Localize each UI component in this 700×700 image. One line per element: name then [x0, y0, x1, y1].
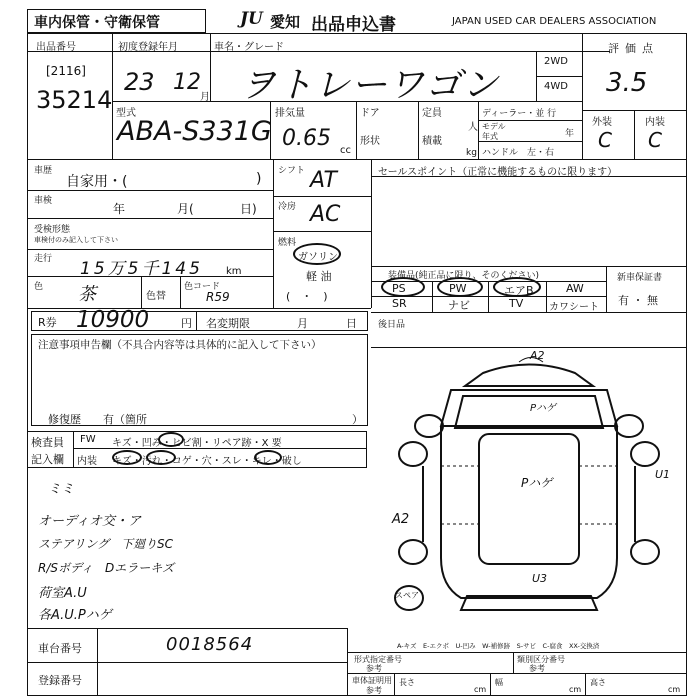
divider [27, 467, 367, 468]
divider [27, 431, 367, 432]
first-reg-year: 23 [124, 68, 155, 96]
width-cm: cm [569, 685, 582, 694]
shift-value: AT [310, 168, 337, 193]
divider [546, 281, 547, 312]
equip-tv: TV [509, 297, 524, 310]
divider [273, 231, 371, 232]
divider [582, 33, 583, 159]
color-value: 茶 [78, 284, 96, 305]
divider [27, 662, 347, 663]
handwritten-note-2: オーディオ交・ア [38, 514, 141, 529]
divider [634, 110, 635, 159]
windshield [455, 396, 603, 428]
divider [606, 266, 607, 312]
divider [371, 266, 687, 267]
color-swap-label: 色替 [146, 291, 166, 302]
color-code-value: R59 [206, 290, 230, 304]
divider [112, 101, 582, 102]
divider [27, 249, 273, 250]
divider [27, 218, 273, 219]
roof-outline [465, 365, 593, 387]
name-change-month: 月 [297, 317, 308, 330]
height-label: 高さ [590, 678, 606, 687]
displacement-value: 0.65 [282, 126, 331, 151]
divider [347, 628, 348, 696]
lot-number: [2116] [46, 64, 86, 78]
left-front-wheel [399, 442, 427, 466]
shape-number-label: 形式指定番号 [354, 655, 402, 664]
int-value: C [648, 128, 662, 152]
door-label: ドア [360, 108, 380, 119]
post-reg-label: 後日品 [378, 320, 406, 330]
color-code-label: 色コード [184, 282, 221, 292]
chassis-label: 車台番号 [38, 642, 82, 655]
equip-airbag: エアB [504, 284, 534, 297]
divider [478, 101, 479, 159]
equip-aw: AW [566, 282, 584, 295]
diagram-u3: U3 [532, 572, 548, 585]
divider [73, 431, 74, 467]
divider [371, 176, 687, 177]
first-reg-label: 初度登録年月 [118, 42, 178, 53]
handwritten-note-6: 各A.U.Pハゲ [38, 608, 112, 623]
ref-2: 参考 [529, 664, 545, 673]
fuel-label: 燃料 [278, 238, 297, 248]
divider [356, 101, 357, 159]
shape-label: 形状 [360, 136, 380, 147]
inspector-mark-1 [158, 432, 184, 447]
divider [27, 51, 610, 52]
left-rear-wheel [399, 540, 427, 564]
notes-header: 注意事項申告欄（不具合内容等は具体的に記入して下さい） [38, 339, 322, 351]
chassis-number: 0018564 [166, 634, 254, 655]
model-year-label-1: モデル [482, 122, 506, 131]
divider [366, 431, 367, 467]
divider [371, 312, 687, 313]
association-name: JAPAN USED CAR DEALERS ASSOCIATION [452, 16, 657, 27]
load-label: 積載 [422, 136, 442, 147]
inspector-label-2: 記入欄 [31, 453, 64, 466]
handwritten-note-4: R/Sボディ Dエラーキズ [38, 561, 175, 575]
warranty-value: 有 ・ 無 [618, 294, 658, 307]
equip-ps: PS [392, 282, 406, 295]
shift-label: シフト [278, 166, 306, 176]
repair-label: 修復歴 有（箇所 [48, 413, 147, 426]
divider [27, 628, 347, 629]
reg-number-label: 登録番号 [38, 674, 82, 687]
inspector-mark-3 [146, 450, 176, 465]
divider [273, 159, 274, 308]
equip-ps-circle [381, 277, 425, 297]
fuel-diesel: 軽 油 [306, 270, 332, 283]
ref-1: 参考 [366, 664, 382, 673]
history-close-paren: ) [256, 171, 262, 187]
aichi-label: 愛知 [270, 13, 301, 31]
diagram-spare: スペア [395, 591, 419, 600]
equip-seat: カワシート [549, 302, 599, 313]
divider [27, 276, 273, 277]
divider [141, 276, 142, 308]
cabin [479, 434, 579, 564]
form-title: 出品申込書 [311, 15, 396, 35]
body-outline [441, 426, 617, 598]
handwritten-note-5: 荷室A.U [38, 586, 87, 601]
divider [513, 652, 514, 673]
form-note: 車検付のみ記入して下さい [34, 236, 118, 244]
equip-sr: SR [392, 297, 407, 310]
divider [347, 673, 687, 674]
r-ticket-label: R券 [38, 316, 57, 329]
form-label: 受検形態 [34, 225, 71, 235]
handwritten-note-3: ステアリング 下廻りSC [38, 537, 174, 551]
equipment-label: 装備品(純正品に限り、そのください) [388, 271, 540, 281]
inspection-day: 日) [240, 202, 257, 216]
diagram-pu2: Pハゲ [521, 476, 553, 490]
storage-label: 車内保管・守衛保管 [34, 15, 160, 31]
ref-3: 参考 [366, 686, 382, 695]
ac-value: AC [310, 202, 341, 227]
warranty-label: 新車保証書 [617, 273, 663, 283]
divider [490, 673, 491, 696]
divider [273, 196, 371, 197]
right-front-wheel [631, 442, 659, 466]
model-label: 型式 [116, 108, 136, 119]
divider [210, 33, 211, 101]
int-label: 内装 [645, 117, 665, 128]
divider [347, 652, 687, 653]
listing-number: 35214 [36, 86, 113, 114]
model-year-label-2: 年式 [482, 132, 498, 141]
score-value: 3.5 [606, 68, 648, 98]
class-number-label: 類別区分番号 [517, 655, 565, 664]
diagram-pu1: Pハゲ [530, 403, 557, 414]
first-reg-month: 12 [173, 70, 201, 95]
displacement-label: 排気量 [275, 108, 305, 119]
divider [270, 101, 271, 159]
equip-pw-circle [437, 277, 483, 297]
fuel-gas: ガソリン [298, 252, 338, 263]
kg-unit: kg [466, 148, 477, 158]
person-unit: 人 [468, 122, 478, 133]
length-cm: cm [474, 685, 487, 694]
handle-label: ハンドル 左・右 [482, 148, 555, 158]
cc-unit: cc [340, 145, 351, 156]
ext-value: C [598, 128, 612, 152]
mileage-value: 15万5千145 [80, 259, 203, 279]
color-label: 色 [34, 282, 44, 292]
dealer-label: ディーラー・並 行 [482, 109, 557, 119]
inspection-year: 年 [113, 202, 126, 216]
price-amount: 10900 [76, 307, 150, 333]
model-value: ABA-S331G [117, 116, 272, 147]
right-rear-wheel [631, 540, 659, 564]
equip-pw: PW [449, 282, 467, 295]
ext-label: 外装 [592, 117, 612, 128]
divider [196, 311, 197, 331]
left-front-mirror [415, 415, 443, 437]
ju-logo: JU [240, 9, 263, 29]
divider [418, 101, 419, 159]
diagram-a2-top: A2 [530, 349, 545, 362]
equip-airbag-circle [493, 277, 541, 297]
month-unit: 月 [200, 92, 210, 103]
repair-close: ） [352, 413, 363, 426]
name-change-label: 名変期限 [206, 317, 250, 330]
ac-label: 冷房 [278, 202, 297, 212]
inspector-interior: 内装 [77, 456, 97, 467]
divider [27, 190, 273, 191]
inspector-mark-2 [112, 450, 142, 465]
inspector-row-2: キズ・汚れ・コゲ・穴・スレ・キレ・破し [112, 456, 302, 467]
year-unit: 年 [565, 129, 575, 139]
width-label: 幅 [495, 678, 503, 687]
right-front-mirror [615, 415, 643, 437]
divider [488, 281, 489, 312]
name-change-day: 日 [346, 317, 357, 330]
yen-unit: 円 [181, 317, 192, 330]
inspector-label-1: 検査員 [31, 436, 64, 449]
divider [432, 281, 433, 312]
equip-navi: ナビ [448, 299, 470, 312]
car-name-label: 車名・グレード [214, 42, 284, 53]
drive-2wd: 2WD [544, 56, 568, 67]
inspection-month: 月( [177, 202, 194, 216]
divider [394, 673, 395, 696]
diagram-a2-left: A2 [392, 512, 410, 527]
divider [27, 159, 687, 160]
inspector-fw: FW [80, 434, 96, 445]
drive-4wd: 4WD [544, 81, 568, 92]
height-cm: cm [668, 685, 681, 694]
sales-point-label: セールスポイント（正常に機能するものに限ります） [378, 167, 618, 178]
capacity-label: 定員 [422, 108, 442, 119]
length-label: 長さ [399, 678, 415, 687]
divider [536, 76, 582, 77]
fuel-other: ( ・ ) [286, 290, 328, 303]
diagram-u1: U1 [655, 468, 671, 481]
km-unit: km [226, 266, 242, 277]
divider [585, 673, 586, 696]
score-label: 評価点 [608, 42, 659, 55]
listing-number-label: 出品番号 [36, 42, 76, 53]
mileage-label: 走行 [34, 254, 53, 264]
cert-label: 車体証明用 [352, 676, 392, 685]
divider [371, 159, 372, 308]
inspector-row-1: キズ・凹み・ヒビ割・リペア跡・X 要 [112, 438, 282, 449]
car-name: ヲトレーワゴン [240, 65, 500, 106]
inspector-mark-4 [254, 450, 282, 465]
history-label: 車歴 [34, 166, 53, 176]
divider [180, 276, 181, 308]
history-value: 自家用・( [66, 174, 128, 190]
divider [478, 141, 582, 142]
inspection-label: 車検 [34, 196, 53, 206]
handwritten-note-1: ミミ [48, 482, 75, 497]
diagram-legend: A-キズ E-エクボ U-凹み W-補修跡 S-サビ C-腐食 XX-交換済 [397, 642, 600, 650]
